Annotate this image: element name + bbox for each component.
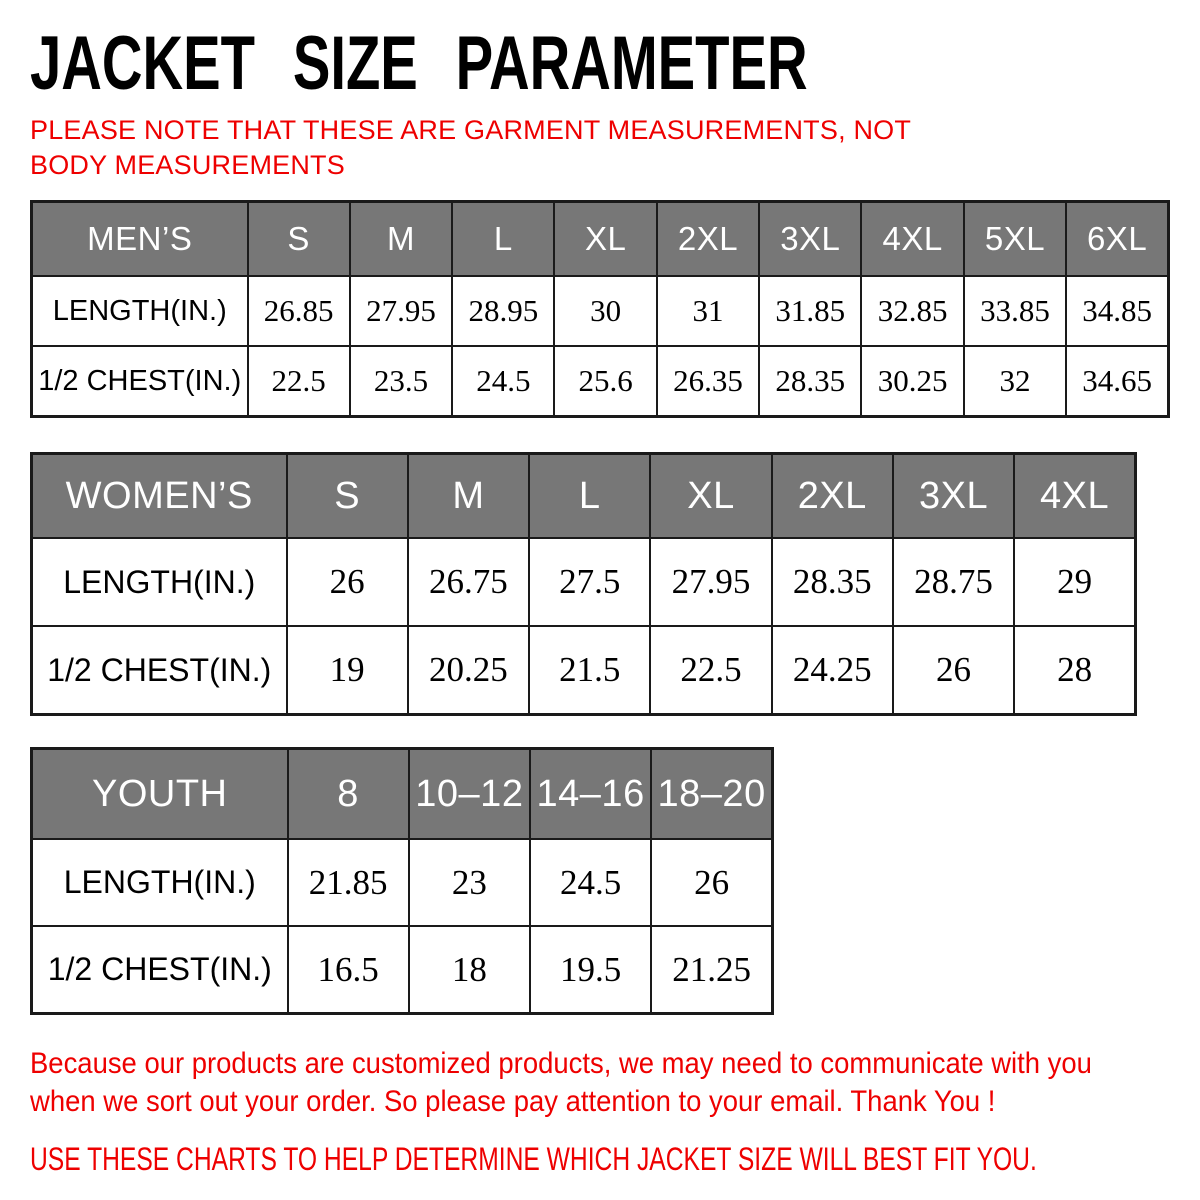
- value-cell: 28.35: [772, 538, 893, 626]
- row-label-cell: LENGTH(IN.): [32, 538, 287, 626]
- size-header-cell: L: [452, 202, 554, 277]
- size-header-cell: S: [287, 454, 408, 539]
- value-cell: 26: [287, 538, 408, 626]
- group-header-cell: MEN’S: [32, 202, 248, 277]
- value-cell: 33.85: [964, 276, 1066, 346]
- value-cell: 28: [1014, 626, 1135, 715]
- value-cell: 26.75: [408, 538, 529, 626]
- value-cell: 26.85: [248, 276, 350, 346]
- value-cell: 21.25: [651, 926, 772, 1014]
- table-row: [32, 839, 773, 926]
- value-cell: 27.5: [529, 538, 650, 626]
- size-header-cell: 5XL: [964, 202, 1066, 277]
- mens-size-table: [30, 200, 1170, 418]
- size-header-cell: 18–20: [651, 749, 772, 840]
- size-header-cell: 10–12: [409, 749, 530, 840]
- value-cell: 26: [893, 626, 1014, 715]
- table-row: [32, 346, 1169, 417]
- value-cell: 30: [554, 276, 656, 346]
- group-header-cell: YOUTH: [32, 749, 288, 840]
- table-row: [32, 926, 773, 1014]
- size-header-cell: 2XL: [772, 454, 893, 539]
- size-header-cell: XL: [650, 454, 771, 539]
- value-cell: 28.35: [759, 346, 861, 417]
- value-cell: 34.65: [1066, 346, 1168, 417]
- table-row: [32, 276, 1169, 346]
- row-label-cell: 1/2 CHEST(IN.): [32, 926, 288, 1014]
- size-header-cell: 8: [288, 749, 409, 840]
- value-cell: 24.5: [530, 839, 651, 926]
- customization-notice-line: Because our products are customized products, we may need to communicate with you: [30, 1047, 1092, 1081]
- value-cell: 31.85: [759, 276, 861, 346]
- value-cell: 32: [964, 346, 1066, 417]
- header-row: [32, 749, 773, 840]
- value-cell: 28.75: [893, 538, 1014, 626]
- size-header-cell: 4XL: [861, 202, 963, 277]
- garment-measurement-note: PLEASE NOTE THAT THESE ARE GARMENT MEASUREMENTS, NOT BODY MEASUREMENTS: [30, 114, 911, 181]
- header-row: [32, 202, 1169, 277]
- size-header-cell: 3XL: [759, 202, 861, 277]
- size-header-cell: M: [350, 202, 452, 277]
- value-cell: 24.25: [772, 626, 893, 715]
- value-cell: 31: [657, 276, 759, 346]
- row-label-cell: LENGTH(IN.): [32, 839, 288, 926]
- value-cell: 21.5: [529, 626, 650, 715]
- value-cell: 34.85: [1066, 276, 1168, 346]
- value-cell: 22.5: [650, 626, 771, 715]
- row-label-cell: 1/2 CHEST(IN.): [32, 346, 248, 417]
- value-cell: 28.95: [452, 276, 554, 346]
- value-cell: 19.5: [530, 926, 651, 1014]
- row-label-cell: LENGTH(IN.): [32, 276, 248, 346]
- header-row: [32, 454, 1136, 539]
- value-cell: 26: [651, 839, 772, 926]
- chart-usage-advice: USE THESE CHARTS TO HELP DETERMINE WHICH JACKET SIZE WILL BEST FIT YOU.: [30, 1141, 1037, 1178]
- table-row: [32, 538, 1136, 626]
- size-header-cell: 4XL: [1014, 454, 1135, 539]
- value-cell: 23.5: [350, 346, 452, 417]
- value-cell: 29: [1014, 538, 1135, 626]
- value-cell: 21.85: [288, 839, 409, 926]
- customization-notice: [30, 1045, 1092, 1121]
- customization-notice-line: when we sort out your order. So please pay attention to your email. Thank You !: [30, 1085, 996, 1119]
- page-title: JACKET SIZE PARAMETER: [30, 21, 808, 106]
- value-cell: 24.5: [452, 346, 554, 417]
- value-cell: 22.5: [248, 346, 350, 417]
- value-cell: 26.35: [657, 346, 759, 417]
- value-cell: 32.85: [861, 276, 963, 346]
- size-header-cell: XL: [554, 202, 656, 277]
- value-cell: 27.95: [350, 276, 452, 346]
- womens-size-table: [30, 452, 1137, 716]
- value-cell: 18: [409, 926, 530, 1014]
- size-header-cell: L: [529, 454, 650, 539]
- value-cell: 23: [409, 839, 530, 926]
- value-cell: 20.25: [408, 626, 529, 715]
- group-header-cell: WOMEN’S: [32, 454, 287, 539]
- value-cell: 30.25: [861, 346, 963, 417]
- size-header-cell: 14–16: [530, 749, 651, 840]
- table-row: [32, 626, 1136, 715]
- size-header-cell: 6XL: [1066, 202, 1168, 277]
- size-header-cell: M: [408, 454, 529, 539]
- size-header-cell: 3XL: [893, 454, 1014, 539]
- value-cell: 27.95: [650, 538, 771, 626]
- value-cell: 25.6: [554, 346, 656, 417]
- value-cell: 19: [287, 626, 408, 715]
- row-label-cell: 1/2 CHEST(IN.): [32, 626, 287, 715]
- value-cell: 16.5: [288, 926, 409, 1014]
- size-header-cell: 2XL: [657, 202, 759, 277]
- size-header-cell: S: [248, 202, 350, 277]
- youth-size-table: [30, 747, 774, 1015]
